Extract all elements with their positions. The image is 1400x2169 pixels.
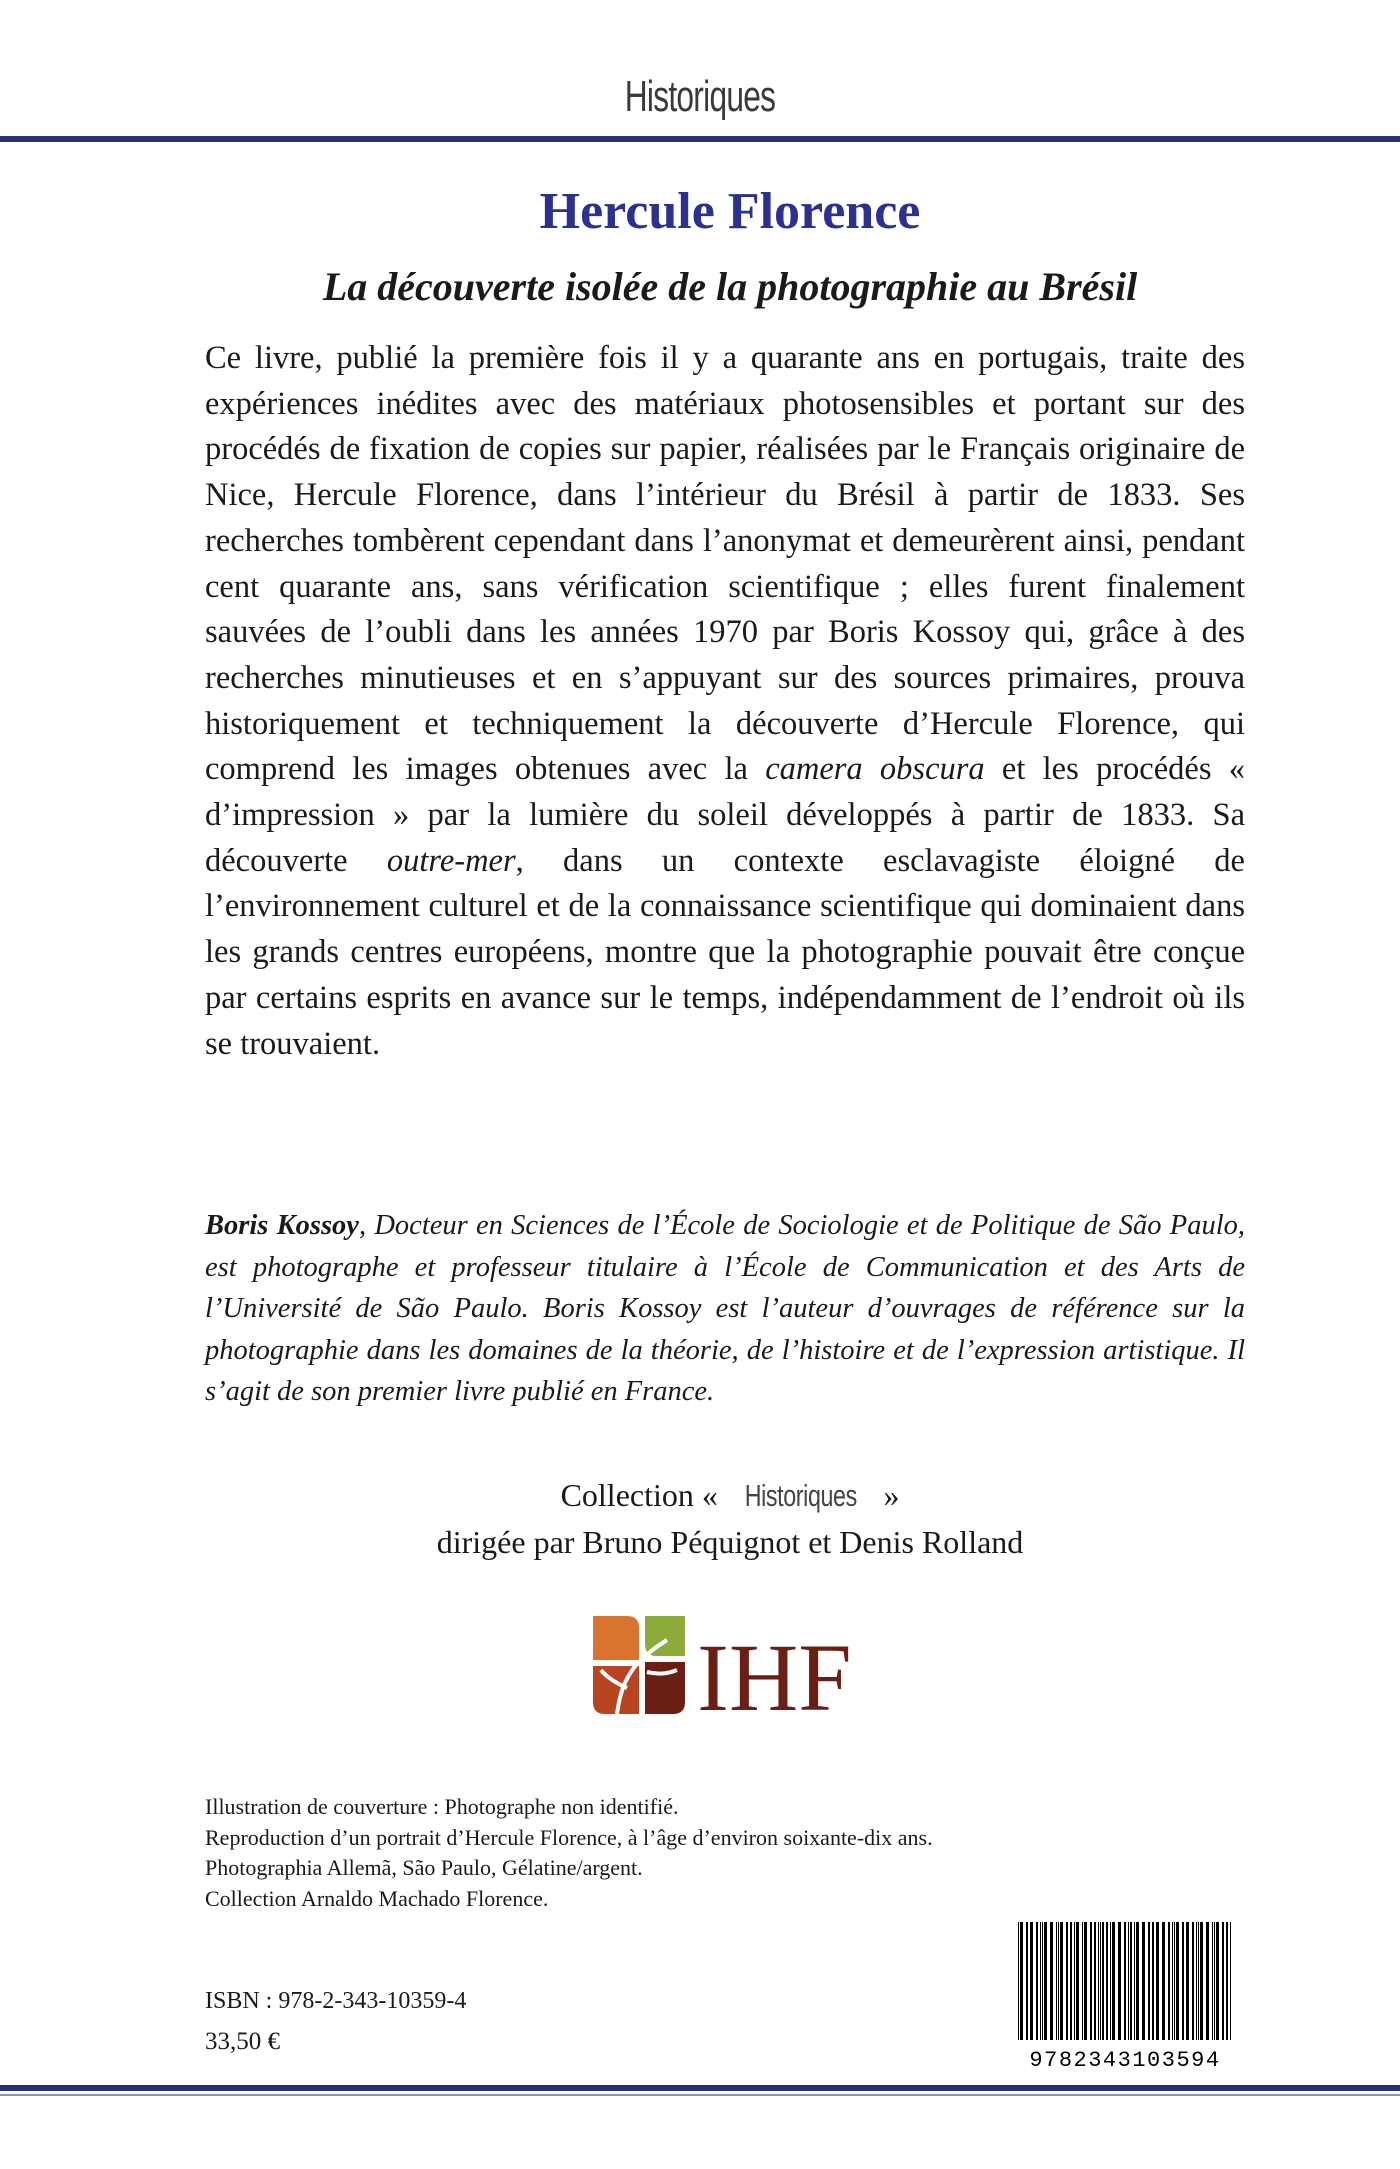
barcode-bar <box>1134 1922 1135 2040</box>
barcode-bar <box>1018 1922 1019 2040</box>
barcode-bar <box>1206 1922 1209 2040</box>
barcode-bar <box>1058 1922 1059 2040</box>
barcode-bar <box>1226 1922 1228 2040</box>
barcode-bar <box>1192 1922 1194 2040</box>
barcode-bar <box>1162 1922 1165 2040</box>
barcode-bar <box>1084 1922 1087 2040</box>
barcode-bar <box>1182 1922 1184 2040</box>
barcode-bar <box>1098 1922 1099 2040</box>
barcode-bar <box>1106 1922 1108 2040</box>
barcode-bar <box>1186 1922 1189 2040</box>
barcode-bars <box>1018 1922 1231 2040</box>
barcode-bar <box>1148 1922 1150 2040</box>
barcode-bar <box>1094 1922 1096 2040</box>
barcode-bar <box>1020 1922 1023 2040</box>
barcode-bar <box>1082 1922 1083 2040</box>
barcode-bar <box>1030 1922 1033 2040</box>
barcode-bar <box>1128 1922 1129 2040</box>
barcode-bar <box>1174 1922 1175 2040</box>
barcode-bar <box>1212 1922 1213 2040</box>
collection-name: Historiques <box>744 1478 857 1513</box>
description-italic-2: outre-mer <box>386 842 516 879</box>
barcode-bar <box>1198 1922 1199 2040</box>
barcode-bar <box>1176 1922 1179 2040</box>
barcode-bar <box>1076 1922 1079 2040</box>
description-text-2: et les procédés « d’impression » par la lumière du soleil développés à partir de 1833. Sa découverte <box>205 751 1245 879</box>
barcode-bar <box>1040 1922 1041 2040</box>
top-rule <box>0 136 1400 142</box>
barcode-bar <box>1216 1922 1219 2040</box>
bottom-rule <box>0 2085 1400 2091</box>
barcode-bar <box>1110 1922 1111 2040</box>
barcode-bar <box>1222 1922 1224 2040</box>
barcode-bar <box>1060 1922 1063 2040</box>
logo-text: IHF <box>697 1624 852 1720</box>
collection-prefix: Collection « <box>560 1477 726 1513</box>
barcode-bar <box>1136 1922 1139 2040</box>
credit-line: Reproduction d’un portrait d’Hercule Florence, à l’âge d’environ soixante-dix ans. <box>205 1824 933 1850</box>
barcode-bar <box>1200 1922 1203 2040</box>
barcode-bar <box>1036 1922 1038 2040</box>
barcode-bar <box>1066 1922 1068 2040</box>
description-italic-1: camera obscura <box>765 751 985 788</box>
credit-line: Illustration de couverture : Photographe non identifié. <box>205 1794 679 1819</box>
barcode-bar <box>1090 1922 1092 2040</box>
barcode-bar <box>1168 1922 1170 2040</box>
barcode <box>1010 1918 1240 2070</box>
book-subtitle: La découverte isolée de la photographie au Brésil <box>322 264 1138 309</box>
barcode-bar <box>1026 1922 1028 2040</box>
collection-directors: dirigée par Bruno Péquignot et Denis Rolland <box>436 1524 1024 1560</box>
author-bio-text: , Docteur en Sciences de l’École de Sociologie et de Politique de São Paulo, est photographe et professeur titulaire à l’École de Communication et des Arts de l’Université de São Paulo. Boris Kossoy est l’auteur d’ouvrages de référence sur la photographie dans les domaines de la théorie, de l’histoire et de l’expression artistique. Il s’agit de son premier livre publié en France. <box>205 1210 1246 1407</box>
description-text-3: , dans un contexte esclavagiste éloigné de l’environnement culturel et de la connaissance scientifique qui dominaient dans les grands centres européens, montre que la photographie pouvait être conçue par certains esprits en avance sur le temps, indépendamment de l’endroit où ils se trouvaient. <box>205 842 1245 1062</box>
description-text-1: Ce livre, publié la première fois il y a quarante ans en portugais, traite des expériences inédites avec des matériaux photosensibles et portant sur des procédés de fixation de copies sur papier, réalisées par le Français originaire de Nice, Hercule Florence, dans l’intérieur du Brésil à partir de 1833. Ses recherches tombèrent cependant dans l’anonymat et demeurèrent ainsi, pendant cent quarante ans, sans vérification scientifique ; elles furent finalement sauvées de l’oubli dans les années 1970 par Boris Kossoy qui, grâce à des recherches minutieuses et en s’appuyant sur des sources primaires, prouva historiquement et techniquement la découverte d’Hercule Florence, qui comprend les images obtenues avec la <box>205 340 1245 788</box>
book-description <box>205 336 1245 1067</box>
collection-info <box>0 1472 1400 1565</box>
isbn: ISBN : 978-2-343-10359-4 <box>205 1988 467 2014</box>
author-bio <box>205 1205 1245 1413</box>
barcode-bar <box>1112 1922 1115 2040</box>
author-name: Boris Kossoy <box>205 1210 359 1241</box>
barcode-bar <box>1172 1922 1173 2040</box>
collection-line <box>0 1472 1400 1519</box>
barcode-bar <box>1196 1922 1197 2040</box>
ihf-logo <box>587 1610 877 1720</box>
cover-credits <box>205 1792 1105 1914</box>
barcode-bar <box>1230 1922 1231 2040</box>
barcode-bar <box>1102 1922 1104 2040</box>
barcode-bar <box>1156 1922 1159 2040</box>
book-title: Hercule Florence <box>539 183 921 240</box>
barcode-bar <box>1124 1922 1126 2040</box>
barcode-bar <box>1044 1922 1047 2040</box>
credit-line: Collection Arnaldo Machado Florence. <box>205 1885 549 1911</box>
barcode-bar <box>1050 1922 1053 2040</box>
barcode-bar <box>1118 1922 1121 2040</box>
barcode-bar <box>1130 1922 1132 2040</box>
barcode-bar <box>1142 1922 1145 2040</box>
series-name: Historiques <box>624 72 776 121</box>
tree-leaf-logo-icon <box>593 1616 685 1714</box>
barcode-bar <box>1152 1922 1154 2040</box>
barcode-bar <box>1100 1922 1101 2040</box>
barcode-bar <box>1074 1922 1075 2040</box>
barcode-bar <box>1042 1922 1043 2040</box>
barcode-digits: 9782343103594 <box>1029 2048 1221 2070</box>
credit-line: Photographia Allemã, São Paulo, Gélatine/argent. <box>205 1855 643 1880</box>
price: 33,50 € <box>205 2028 280 2055</box>
barcode-bar <box>1214 1922 1215 2040</box>
bottom-rule-thin <box>0 2094 1400 2096</box>
barcode-bar <box>1070 1922 1072 2040</box>
collection-suffix: » <box>875 1477 900 1513</box>
barcode-bar <box>1056 1922 1057 2040</box>
